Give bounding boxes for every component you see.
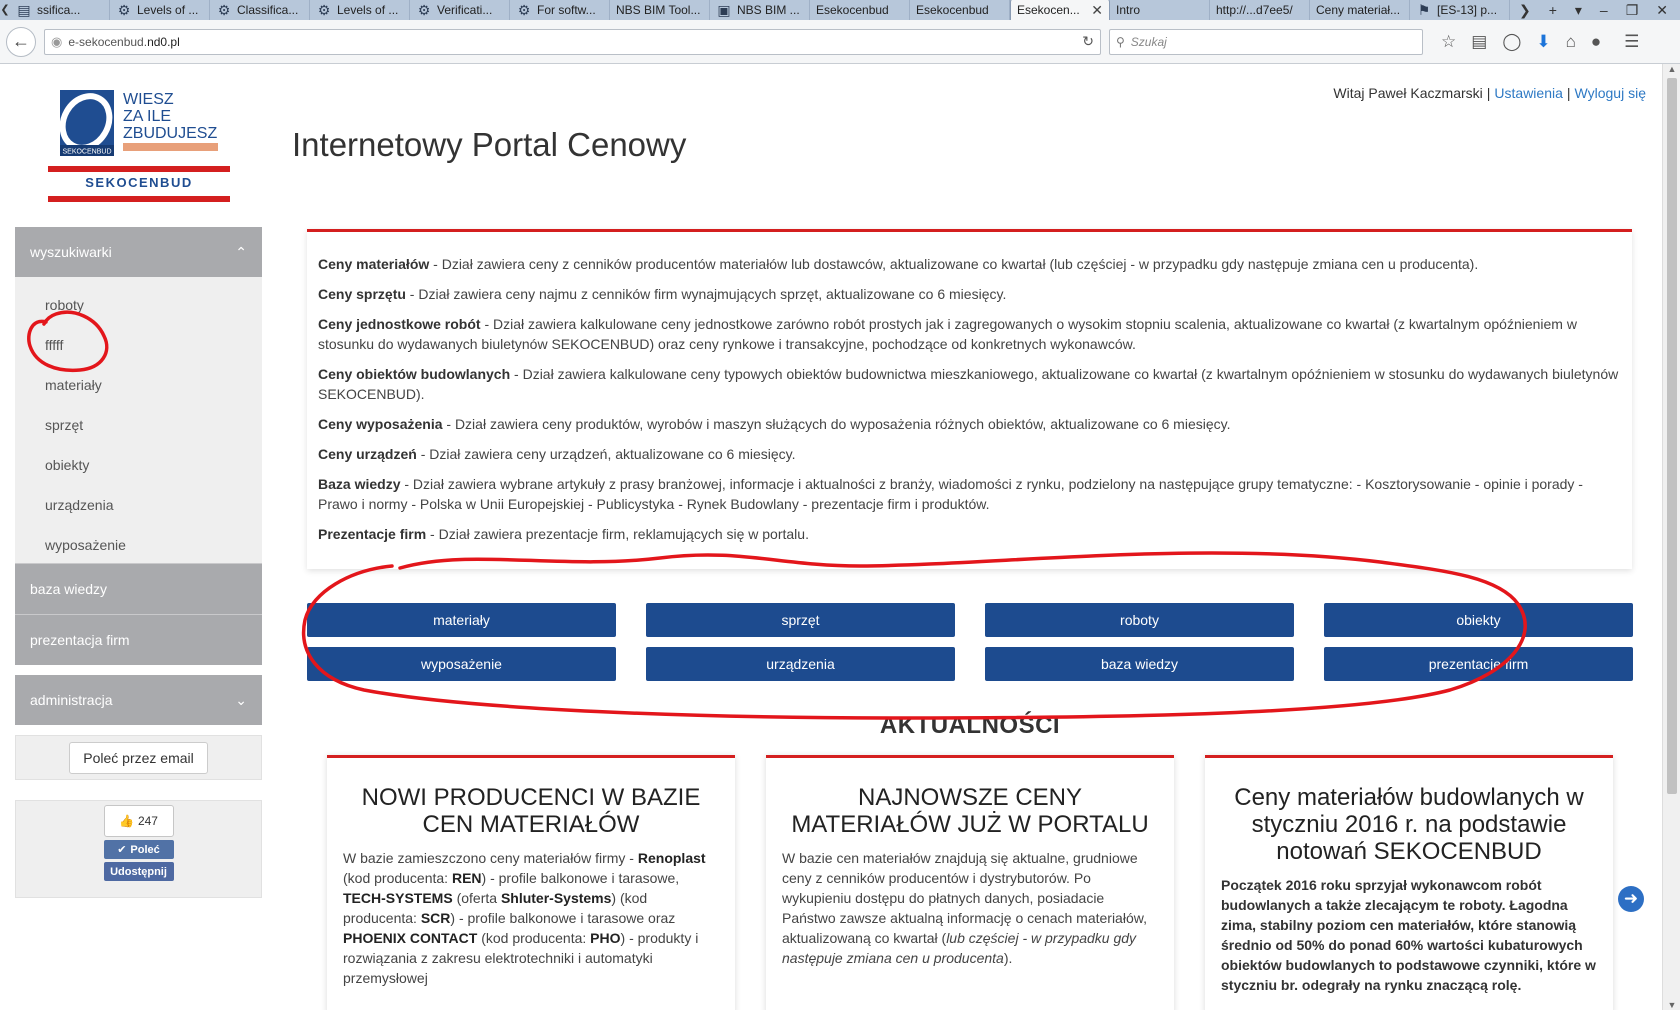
home-icon[interactable]: ⌂ — [1565, 31, 1576, 51]
thumbs-up-icon: 👍 — [119, 814, 134, 828]
fb-share-button[interactable]: Udostępnij — [104, 862, 174, 881]
news-card-title: Ceny materiałów budowlanych w styczniu 2016 r. na podstawie notowań SEKOCENBUD — [1234, 784, 1584, 865]
materialy-button[interactable]: materiały — [307, 603, 616, 637]
browser-tab-label: Verificati... — [437, 3, 493, 17]
svg-text:SEKOCENBUD: SEKOCENBUD — [85, 175, 193, 190]
browser-tab[interactable] — [1210, 0, 1310, 20]
sections-description-panel — [307, 229, 1632, 569]
bookmark-star-icon[interactable]: ☆ — [1441, 31, 1457, 51]
news-card[interactable] — [766, 755, 1174, 1010]
svg-text:ZA ILE: ZA ILE — [123, 108, 172, 125]
tab-list-button[interactable]: ▾ — [1574, 1, 1582, 18]
back-arrow-icon: ← — [12, 31, 30, 51]
minimize-button[interactable]: – — [1599, 2, 1608, 18]
browser-tab[interactable] — [1110, 0, 1210, 20]
browser-tab[interactable] — [510, 0, 610, 20]
news-text-segment: (kod producenta: — [477, 930, 591, 946]
page-icon: ▤ — [17, 2, 31, 18]
news-text-segment: ) (kod producenta: — [343, 890, 648, 926]
sidebar-admin-label: administracja — [30, 692, 113, 708]
news-text-segment: Początek 2016 roku sprzyjał wykonawcom robót budowlanych a także zlecającym te roboty. Łagodna zima, stabilny poziom cen materiałów, które stanowią średnio od 50% do ponad 60% wartości kubaturowych obiektów budowlanych to podstawowe czynniki, które w styczniu br. odegrały na rynku znaczącą rolę. — [1221, 877, 1596, 993]
news-heading: AKTUALNOŚCI — [879, 712, 1061, 739]
news-text-segment: PHOENIX CONTACT — [343, 930, 478, 946]
search-input[interactable] — [1109, 29, 1423, 55]
reading-list-icon[interactable]: ▤ — [1471, 31, 1488, 51]
news-text-segment: ) - profile balkonowe i tarasowe, — [481, 870, 680, 886]
maximize-button[interactable]: ❐ — [1625, 1, 1639, 18]
section-description: Ceny wyposażenia - Dział zawiera ceny produktów, wyrobów i maszyn służących do wyposażenia różnych obiektów, aktualizowane co 6 miesięcy. — [318, 416, 1231, 432]
search-placeholder: Szukaj — [1130, 34, 1167, 49]
prezentacje-firm-button[interactable]: prezentacje firm — [1324, 647, 1633, 681]
sidebar-header-search[interactable] — [15, 227, 262, 277]
urzadzenia-button[interactable]: urządzenia — [646, 647, 955, 681]
browser-tab[interactable] — [1310, 0, 1410, 20]
browser-tab-label: Levels of ... — [337, 3, 399, 17]
toolbar-icons — [1441, 32, 1639, 52]
like-count: 247 — [137, 814, 158, 828]
separator: | — [1486, 85, 1491, 101]
news-text-segment: SCR — [420, 910, 451, 926]
sidebar-item-baza-wiedzy[interactable]: baza wiedzy — [15, 563, 262, 614]
browser-navigation-bar — [0, 20, 1680, 64]
gear-icon: ⚙ — [317, 2, 331, 18]
browser-tab-label: Esekocenbud — [816, 3, 889, 17]
browser-tab-label: Esekocenbud — [916, 3, 989, 17]
back-button[interactable] — [6, 27, 36, 57]
browser-tab-label: Classifica... — [237, 3, 299, 17]
gear-icon: ⚙ — [217, 2, 231, 18]
news-text-segment: ) - profile balkonowe i tarasowe oraz — [450, 910, 676, 926]
svg-text:WIESZ: WIESZ — [123, 91, 174, 108]
browser-tab-label: http://...d7ee5/ — [1216, 3, 1293, 17]
sidebar-item-materialy[interactable]: materiały — [45, 377, 102, 393]
svg-text:ZBUDUJESZ: ZBUDUJESZ — [123, 125, 218, 142]
logout-link[interactable]: Wyloguj się — [1574, 85, 1646, 101]
browser-tab[interactable] — [710, 0, 810, 20]
news-text-segment: Renoplast — [637, 850, 706, 866]
news-text-segment: PHO — [590, 930, 621, 946]
sidebar-item-prezentacja-firm[interactable]: prezentacja firm — [15, 614, 262, 665]
page-title: Internetowy Portal Cenowy — [292, 126, 687, 163]
separator: | — [1566, 85, 1571, 101]
fb-recommend-label: Poleć — [130, 843, 160, 856]
chevron-down-icon: ⌄ — [235, 691, 247, 708]
news-text-segment: REN — [451, 870, 482, 886]
news-card-title: NOWI PRODUCENCI W BAZIE CEN MATERIAŁÓW — [361, 784, 701, 838]
gear-icon: ⚙ — [117, 2, 131, 18]
facebook-widget — [15, 800, 262, 898]
browser-tab[interactable] — [310, 0, 410, 20]
news-text-segment: lub częściej - w przypadku gdy następuje zmiana cen u producenta — [782, 930, 1137, 966]
url-text: e-sekocenbud.nd0.pl — [68, 34, 180, 49]
browser-tab-label: NBS BIM Tool... — [616, 3, 701, 17]
browser-tab-label: Ceny materiał... — [1316, 3, 1401, 17]
roboty-button[interactable]: roboty — [985, 603, 1294, 637]
sidebar-header-label: wyszukiwarki — [30, 244, 112, 260]
greeting-text: Witaj Paweł Kaczmarski — [1333, 85, 1483, 101]
browser-tab-label: Levels of ... — [137, 3, 199, 17]
news-text-segment: TECH-SYSTEMS — [343, 890, 453, 906]
sekocenbud-logo[interactable] — [48, 88, 230, 206]
settings-link[interactable]: Ustawienia — [1494, 85, 1563, 101]
scrollbar-thumb[interactable] — [1667, 78, 1677, 794]
browser-tab[interactable] — [810, 0, 910, 20]
pocket-icon[interactable]: ◯ — [1502, 31, 1522, 51]
browser-tab-label: Esekocen... — [1017, 2, 1080, 17]
browser-tab[interactable] — [410, 0, 510, 20]
download-icon[interactable]: ⬇ — [1536, 31, 1551, 51]
fb-recommend-button[interactable] — [104, 840, 174, 859]
browser-tab[interactable] — [110, 0, 210, 20]
section-description: Ceny materiałów - Dział zawiera ceny z cenników producentów materiałów lub dostawców, aktualizowane co kwartał (lub częściej - w przypadku gdy następuje zmiana cen u producenta). — [318, 256, 1479, 272]
browser-tab-label: For softw... — [537, 3, 596, 17]
news-text-segment: ). — [1003, 950, 1013, 966]
sidebar-search-list — [15, 277, 262, 563]
browser-tab-label: Intro — [1116, 3, 1141, 17]
nbs-icon: ▣ — [717, 2, 731, 18]
like-count-box — [104, 805, 174, 837]
category-button-grid — [307, 603, 1634, 681]
menu-icon[interactable]: ☰ — [1624, 31, 1640, 51]
section-description: Ceny jednostkowe robót - Dział zawiera kalkulowane ceny jednostkowe zarówno robót prostych jak i zagregowanych o wysokim stopniu scalenia, aktualizowane co kwartał (z kwartalnym opóźnieniem w stosunku do wydawanych biuletynów SEKOCENBUD) oraz ceny rynkowe i transakcyjne, pochodzące od konkretnych wykonawców. — [318, 316, 1577, 352]
reload-icon[interactable]: ↻ — [1082, 33, 1094, 49]
obiekty-button[interactable]: obiekty — [1324, 603, 1633, 637]
close-tab-icon[interactable]: ✕ — [1091, 1, 1103, 18]
browser-tab[interactable] — [210, 0, 310, 20]
browser-tab[interactable] — [10, 0, 110, 20]
svg-text:SEKOCENBUD: SEKOCENBUD — [62, 148, 112, 156]
browser-tab[interactable] — [1410, 0, 1510, 20]
sprzet-button[interactable]: sprzęt — [646, 603, 955, 637]
close-window-button[interactable]: ✕ — [1656, 1, 1668, 18]
wyposazenie-button[interactable]: wyposażenie — [307, 647, 616, 681]
news-text-segment: (oferta — [452, 890, 501, 906]
news-card-body — [343, 848, 719, 988]
browser-tab[interactable] — [610, 0, 710, 20]
tab-strip-controls — [1519, 0, 1680, 20]
sidebar — [15, 227, 262, 898]
news-text-segment: Shluter-Systems — [500, 890, 612, 906]
news-text-segment: W bazie zamieszczono ceny materiałów firmy - — [343, 850, 638, 866]
recommend-box — [15, 735, 262, 780]
tab-scroll-right-button[interactable]: ❯ — [1518, 1, 1531, 18]
sidebar-item-wyposazenie[interactable]: wyposażenie — [45, 537, 126, 553]
browser-tab[interactable] — [910, 0, 1010, 20]
browser-tab-strip — [0, 0, 1680, 20]
page-scrollbar[interactable] — [1662, 64, 1680, 1010]
chevron-up-icon: ⌃ — [235, 243, 247, 260]
browser-tab-label: ssifica... — [37, 3, 81, 17]
browser-tab[interactable] — [1010, 0, 1110, 20]
news-card[interactable] — [1205, 755, 1613, 1010]
news-card-body — [1221, 875, 1597, 995]
scroll-down-icon[interactable]: ▼ — [1667, 1000, 1677, 1010]
sidebar-item-obiekty[interactable]: obiekty — [45, 457, 90, 473]
sidebar-item-roboty[interactable]: roboty — [45, 297, 84, 313]
scroll-up-icon[interactable]: ▲ — [1667, 64, 1677, 74]
user-greeting — [1333, 85, 1646, 101]
gear-icon: ⚙ — [517, 2, 531, 18]
recommend-email-button[interactable]: Poleć przez email — [69, 742, 208, 774]
news-card-body — [782, 848, 1158, 968]
section-description: Ceny urządzeń - Dział zawiera ceny urządzeń, aktualizowane co 6 miesięcy. — [318, 446, 796, 462]
new-tab-button[interactable]: + — [1548, 2, 1557, 18]
gear-icon: ⚙ — [417, 2, 431, 18]
sidebar-item-urzadzenia[interactable]: urządzenia — [45, 497, 114, 513]
baza-wiedzy-button[interactable]: baza wiedzy — [985, 647, 1294, 681]
browser-tab-label: [ES-13] p... — [1437, 3, 1498, 17]
section-description: Prezentacje firm - Dział zawiera prezentacje firm, reklamujących się w portalu. — [318, 526, 809, 542]
news-card-title: NAJNOWSZE CENY MATERIAŁÓW JUŻ W PORTALU — [791, 784, 1149, 838]
browser-tab-label: NBS BIM ... — [737, 3, 800, 17]
tab-scroll-left-button[interactable]: ❮ — [0, 4, 10, 16]
news-text-segment: ) - produkty i rozwiązania z zakresu elektrotechniki i automatyki przemysłowej — [343, 930, 699, 986]
news-text-segment: (kod producenta: — [343, 870, 452, 886]
section-description: Ceny sprzętu - Dział zawiera ceny najmu z cenników firm wynajmujących sprzęt, aktualizowane co 6 miesięcy. — [318, 286, 1007, 302]
news-text-segment: W bazie cen materiałów znajdują się aktualne, grudniowe ceny z cenników producentów i dystrybutorów. Po wykupieniu dostępu do płatnych danych, posiadacie Państwo zawsze aktualną informację o cenach materiałów, aktualizowaną co kwartał ( — [782, 850, 1147, 946]
section-description: Ceny obiektów budowlanych - Dział zawiera kalkulowane ceny typowych obiektów budownictwa mieszkaniowego, aktualizowane co kwartał (z kwartalnym opóźnieniem w stosunku do wydawanych biuletynów SEKOCENBUD). — [318, 366, 1619, 402]
globe-icon: ◉ — [51, 33, 63, 49]
sidebar-item-sprzet[interactable]: sprzęt — [45, 417, 84, 433]
section-description: Baza wiedzy - Dział zawiera wybrane artykuły z prasy branżowej, informacje i aktualności z branży, wiadomości z rynku, podzielony na następujące grupy tematyczne: - Kosztorysowanie - opinie i porady - Prawo i normy - Polska w Unii Europejskiej - Publicystyka - Rynek Budowlany - prezentacje firm i produktów. — [318, 476, 1583, 512]
check-icon: ✔ — [117, 844, 127, 856]
jira-icon: ⚑ — [1417, 2, 1431, 18]
news-card[interactable] — [327, 755, 735, 1010]
carousel-next-arrow-icon[interactable]: ➜ — [1618, 886, 1644, 912]
search-icon: ⚲ — [1116, 34, 1125, 49]
address-bar[interactable] — [44, 29, 1101, 55]
chat-icon[interactable]: ● — [1590, 31, 1602, 51]
web-page — [0, 64, 1662, 1010]
sidebar-item-fffff[interactable]: fffff — [45, 337, 64, 353]
